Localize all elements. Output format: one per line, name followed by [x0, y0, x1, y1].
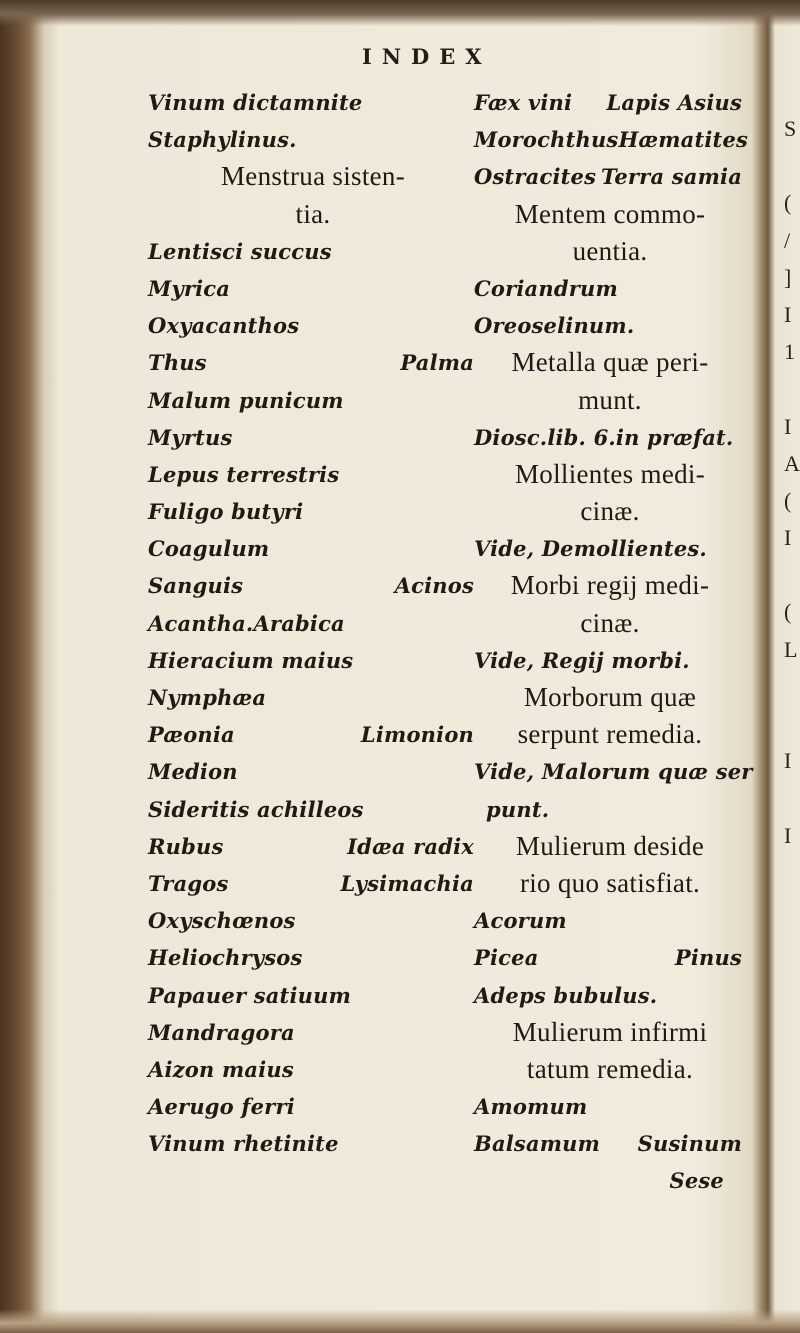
- right-column-entry: Morborum quæ: [523, 682, 697, 712]
- right-column-entry: munt.: [578, 384, 642, 415]
- left-column-entry: Acantha.Arabica: [148, 610, 345, 636]
- left-column-entry-term: Tragos: [148, 870, 229, 896]
- left-column-entry-second-term: Lysimachia: [340, 870, 474, 896]
- right-column-entry: Metalla quæ peri-: [511, 347, 709, 378]
- left-column-entry: Lentisci succus: [148, 238, 332, 264]
- right-column-entry-term: Balsamum: [474, 1131, 601, 1157]
- right-column-entry: Diosc.lib. 6.in præfat.: [474, 424, 734, 450]
- right-column-entry: uentia.: [572, 235, 648, 266]
- right-column-entry: [474, 158, 746, 195]
- left-column-entry-term: Sanguis: [148, 573, 244, 599]
- left-column-entry: Myrtus: [148, 424, 233, 450]
- right-column-entry-second-term: Susinum: [637, 1131, 742, 1157]
- left-column-entry: tia.: [295, 198, 331, 229]
- right-column-entry-second-term: Pinus: [674, 945, 742, 971]
- right-column-entry: Oreoselinum.: [474, 313, 635, 339]
- left-column-entry: Sideritis achilleos: [148, 796, 364, 822]
- right-column-entry-second-term: Lapis Asius: [606, 90, 742, 115]
- left-column-entry-term: Pæonia: [148, 722, 235, 748]
- right-column-entry: Amomum: [474, 1094, 588, 1120]
- left-column-entry: Mandragora: [148, 1019, 295, 1045]
- right-column-entry: Mulierum infirmi: [512, 1016, 708, 1047]
- right-column-entry: Vide, Malorum quæ ser: [474, 759, 753, 785]
- left-column-entry: Medion: [148, 759, 238, 785]
- left-column-entry: Myrica: [148, 275, 231, 301]
- left-column-entry: Aizon maius: [148, 1056, 294, 1082]
- facing-page-edge-letters: S ( / ] I 1 I A ( I ( L I I: [784, 116, 800, 848]
- right-column-entry: [474, 939, 746, 976]
- right-column-entry-second-term: Hæmatites: [618, 127, 749, 153]
- right-column-entry: Mollientes medi-: [514, 458, 706, 489]
- right-column-entry-term: Ostracites: [474, 164, 597, 190]
- left-column-entry-second-term: Limonion: [360, 722, 474, 748]
- right-column-entry: cinæ.: [580, 607, 640, 638]
- right-column-entry: cinæ.: [580, 496, 640, 527]
- left-index-column: [148, 84, 478, 1162]
- right-column-entry: [474, 121, 749, 158]
- right-column-entry: Morbi regij medi-: [510, 570, 710, 601]
- right-column-entry: Sese: [669, 1168, 724, 1194]
- left-column-entry: Menstrua sisten-: [220, 161, 406, 192]
- left-column-entry: Aerugo ferri: [148, 1094, 295, 1120]
- left-column-entry: Oxyacanthos: [148, 313, 300, 339]
- left-column-entry: Nymphæa: [148, 685, 267, 710]
- left-column-entry: [148, 567, 478, 604]
- left-column-entry: [148, 828, 478, 865]
- right-column-entry: Acorum: [474, 908, 567, 934]
- top-page-edge: [0, 0, 800, 26]
- left-column-entry: Staphylinus.: [148, 127, 297, 153]
- left-column-entry: [148, 344, 478, 381]
- right-column-entry: Mulierum deside: [515, 830, 705, 861]
- left-column-entry: Vinum rhetinite: [148, 1131, 339, 1157]
- left-column-entry: Heliochrysos: [148, 945, 303, 971]
- right-column-entry: [474, 84, 746, 121]
- left-column-entry: [148, 716, 478, 753]
- left-column-entry: Lepus terrestris: [148, 461, 340, 487]
- left-column-entry: Hieracium maius: [148, 647, 354, 673]
- bottom-page-edge: [0, 1309, 800, 1333]
- left-column-entry-term: Rubus: [148, 833, 224, 859]
- left-column-entry: Fuligo butyri: [148, 499, 304, 525]
- right-column-entry: punt.: [486, 796, 550, 822]
- left-column-entry: Malum punicum: [148, 387, 344, 413]
- left-column-entry-second-term: Idæa radix: [347, 833, 474, 859]
- right-column-entry: Mentem commo-: [514, 198, 706, 229]
- right-column-entry-term: Fæx vini: [474, 90, 573, 115]
- left-column-entry: Coagulum: [148, 536, 270, 562]
- right-column-entry: Coriandrum: [474, 275, 618, 301]
- right-column-entry: Vide, Demollientes.: [474, 536, 707, 562]
- right-column-entry: [474, 1125, 746, 1162]
- right-column-entry: rio quo satisfiat.: [519, 867, 701, 898]
- page-header: INDEX: [362, 44, 492, 69]
- right-column-entry: Vide, Regij morbi.: [474, 647, 690, 673]
- left-column-entry: Papauer satiuum: [148, 982, 351, 1008]
- left-column-entry-second-term: Acinos: [394, 573, 474, 599]
- right-column-entry-term: Morochthus: [474, 127, 619, 153]
- right-column-entry-term: Picea: [474, 945, 539, 971]
- right-index-column: [474, 84, 753, 1200]
- right-column-entry: Adeps bubulus.: [474, 982, 658, 1008]
- right-column-entry: serpunt remedia.: [517, 719, 703, 750]
- left-column-entry: Vinum dictamnite: [148, 90, 363, 115]
- left-column-entry-second-term: Palma: [400, 350, 474, 376]
- left-column-entry-term: Thus: [148, 350, 207, 376]
- left-column-entry: [148, 865, 478, 902]
- left-column-entry: Oxyschœnos: [148, 908, 296, 934]
- right-column-entry-second-term: Terra samia: [600, 164, 742, 190]
- right-column-entry: tatum remedia.: [526, 1053, 694, 1084]
